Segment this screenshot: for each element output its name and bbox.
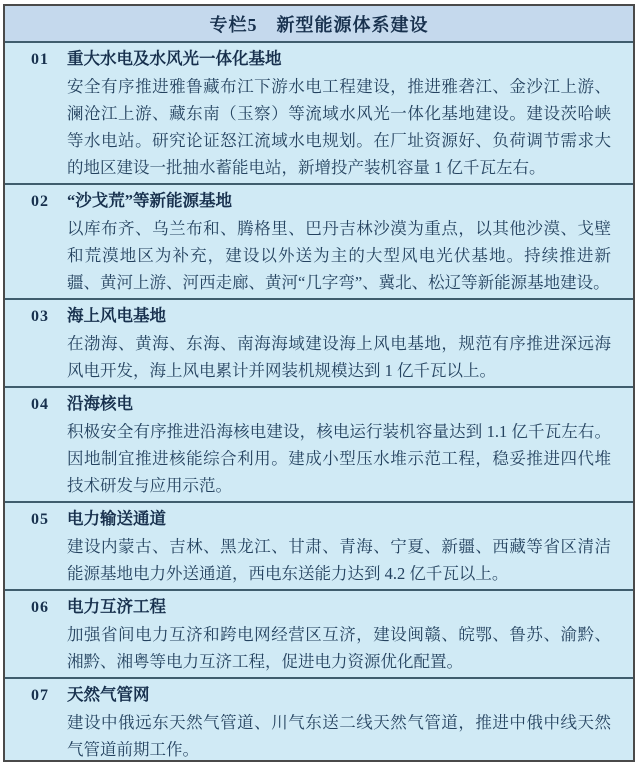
- section-body: 在渤海、黄海、东海、南海海域建设海上风电基地，规范有序推进深远海风电开发，海上风电累计并网装机规模达到 1 亿千瓦以上。: [67, 334, 611, 380]
- section-number: 02: [31, 193, 49, 210]
- section-body: 安全有序推进雅鲁藏布江下游水电工程建设，推进雅砻江、金沙江上游、澜沧江上游、藏东南（玉察）等流域水风光一体化基地建设。建设茨哈峡等水电站。研究论证怒江流域水电规划。在厂址资源好、负荷调节需求大的地区建设一批抽水蓄能电站，新增投产装机容量 1 亿千瓦左右。: [67, 77, 611, 177]
- section-desert-renewables: [5, 183, 633, 298]
- section-hydropower: [5, 43, 633, 183]
- section-title: 电力互济工程: [67, 597, 166, 616]
- column-box: [3, 4, 635, 762]
- section-body: 建设内蒙古、吉林、黑龙江、甘肃、青海、宁夏、新疆、西藏等省区清洁能源基地电力外送通道，西电东送能力达到 4.2 亿千瓦以上。: [67, 537, 611, 583]
- section-title: 天然气管网: [67, 685, 150, 704]
- section-body: 积极安全有序推进沿海核电建设，核电运行装机容量达到 1.1 亿千瓦左右。因地制宜推进核能综合利用。建成小型压水堆示范工程，稳妥推进四代堆技术研发与应用示范。: [67, 422, 611, 495]
- section-body: 以库布齐、乌兰布和、腾格里、巴丹吉林沙漠为重点，以其他沙漠、戈壁和荒漠地区为补充，建设以外送为主的大型风电光伏基地。持续推进新疆、黄河上游、河西走廊、黄河“几字弯”、冀北、松辽等新能源基地建设。: [67, 219, 611, 292]
- section-title: 电力输送通道: [67, 509, 166, 528]
- section-number: 07: [31, 687, 49, 704]
- section-number: 03: [31, 308, 49, 325]
- column-header: [5, 6, 633, 43]
- section-heading-row: [31, 45, 611, 73]
- section-body: 建设中俄远东天然气管道、川气东送二线天然气管道，推进中俄中线天然气管道前期工作。: [67, 713, 611, 759]
- section-offshore-wind: [5, 298, 633, 386]
- section-grid-interconnection: [5, 589, 633, 677]
- section-heading-row: [31, 681, 611, 709]
- column-content: [5, 43, 633, 765]
- section-title: 海上风电基地: [67, 306, 166, 325]
- section-heading-row: [31, 390, 611, 418]
- section-number: 04: [31, 396, 49, 413]
- section-power-transmission: [5, 501, 633, 589]
- section-heading-row: [31, 187, 611, 215]
- section-number: 05: [31, 511, 49, 528]
- section-heading-row: [31, 302, 611, 330]
- section-number: 06: [31, 599, 49, 616]
- section-heading-row: [31, 593, 611, 621]
- section-title: “沙戈荒”等新能源基地: [67, 191, 232, 210]
- section-title: 重大水电及水风光一体化基地: [67, 49, 282, 68]
- section-coastal-nuclear: [5, 386, 633, 501]
- column-title: 专栏5 新型能源体系建设: [209, 14, 429, 35]
- section-number: 01: [31, 51, 49, 68]
- section-heading-row: [31, 505, 611, 533]
- section-gas-pipeline: [5, 677, 633, 765]
- section-title: 沿海核电: [67, 394, 133, 413]
- section-body: 加强省间电力互济和跨电网经营区互济，建设闽赣、皖鄂、鲁苏、渝黔、湘黔、湘粤等电力互济工程，促进电力资源优化配置。: [67, 625, 611, 671]
